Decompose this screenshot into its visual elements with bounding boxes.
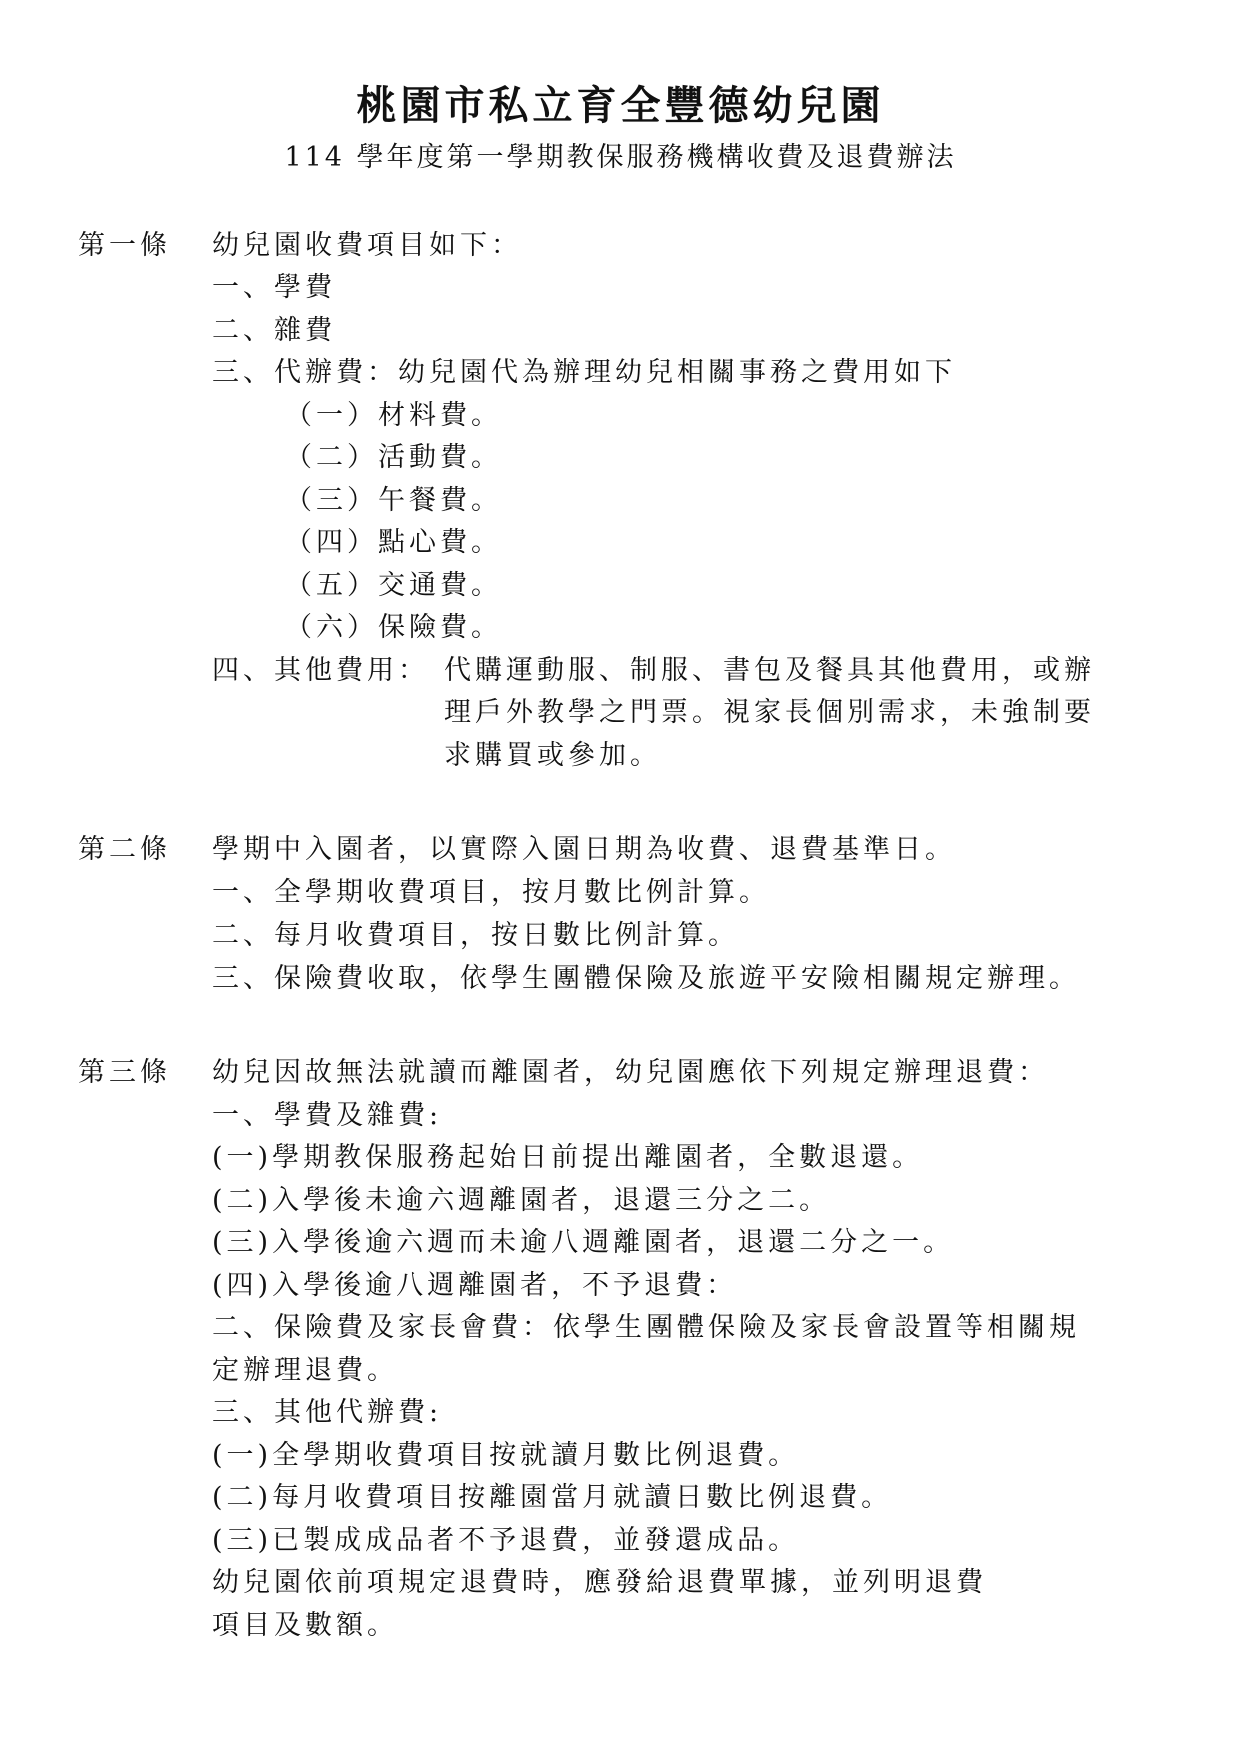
article-3-line: (四)入學後逾八週離園者，不予退費： — [212, 1270, 738, 1301]
article-2-item: 一、全學期收費項目，按月數比例計算。 — [212, 877, 770, 908]
article-1-sub-item: （三）午餐費。 — [285, 485, 502, 516]
article-3-label: 第三條 — [78, 1057, 171, 1088]
article-1-item-4-text: 理戶外教學之門票。視家長個別需求，未強制要 — [444, 697, 1095, 728]
article-3-line: 一、學費及雜費: — [212, 1100, 443, 1131]
article-3-line: 定辦理退費。 — [212, 1355, 398, 1386]
document-title: 桃園市私立育全豐德幼兒園 — [356, 82, 885, 129]
article-2-item: 二、每月收費項目，按日數比例計算。 — [212, 920, 739, 951]
article-1-sub-item: （一）材料費。 — [285, 400, 502, 431]
article-1-item-4-text: 求購買或參加。 — [444, 740, 661, 771]
article-1-item-4-label: 四、其他費用： — [212, 655, 429, 686]
article-3-line: 三、其他代辦費: — [212, 1397, 443, 1428]
article-3-line: (二)每月收費項目按離園當月就讀日數比例退費。 — [212, 1482, 893, 1513]
article-2-label: 第二條 — [78, 834, 171, 865]
article-2-intro: 學期中入園者，以實際入園日期為收費、退費基準日。 — [212, 834, 956, 865]
article-1-label: 第一條 — [78, 230, 171, 261]
article-3-line: (二)入學後未逾六週離園者，退還三分之二。 — [212, 1185, 831, 1216]
article-1-item-2: 二、雜費 — [212, 315, 336, 346]
article-2-item: 三、保險費收取，依學生團體保險及旅遊平安險相關規定辦理。 — [212, 963, 1080, 994]
article-3-line: 二、保險費及家長會費：依學生團體保險及家長會設置等相關規 — [212, 1312, 1080, 1343]
article-1-sub-item: （五）交通費。 — [285, 570, 502, 601]
article-1-item-1: 一、學費 — [212, 272, 336, 303]
article-1-item-3: 三、代辦費：幼兒園代為辦理幼兒相關事務之費用如下 — [212, 357, 956, 388]
article-1-sub-item: （二）活動費。 — [285, 442, 502, 473]
article-3-line: (三)入學後逾六週而未逾八週離園者，退還二分之一。 — [212, 1227, 955, 1258]
article-3-intro: 幼兒因故無法就讀而離園者，幼兒園應依下列規定辦理退費： — [212, 1057, 1049, 1088]
article-1-item-4-text: 代購運動服、制服、書包及餐具其他費用，或辦 — [444, 655, 1095, 686]
article-3-line: 項目及數額。 — [212, 1610, 398, 1641]
article-1-sub-item: （六）保險費。 — [285, 612, 502, 643]
article-3-line: (三)已製成成品者不予退費，並發還成品。 — [212, 1525, 800, 1556]
article-3-line: (一)全學期收費項目按就讀月數比例退費。 — [212, 1440, 800, 1471]
document-subtitle: 114 學年度第一學期教保服務機構收費及退費辦法 — [284, 142, 957, 173]
article-3-line: (一)學期教保服務起始日前提出離園者，全數退還。 — [212, 1142, 924, 1173]
article-3-line: 幼兒園依前項規定退費時，應發給退費單據，並列明退費 — [212, 1567, 987, 1598]
article-1-intro: 幼兒園收費項目如下： — [212, 230, 522, 261]
article-1-sub-item: （四）點心費。 — [285, 527, 502, 558]
